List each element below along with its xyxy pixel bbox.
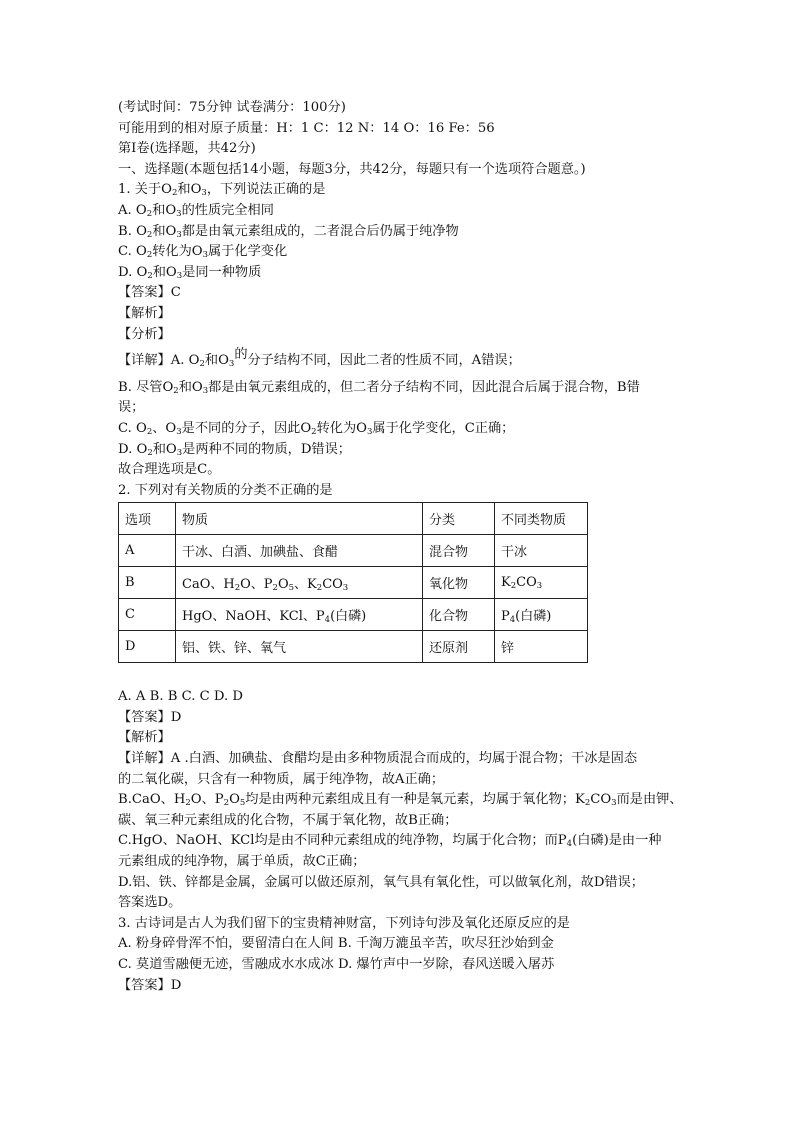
section-title: 一、选择题(本题包括14小题，每题3分，共42分，每题只有一个选项符合题意。) [118, 161, 586, 177]
q2-detail-6: 元素组成的纯净物，属于单质，故C正确； [118, 854, 366, 870]
table-header-cell: 物质 [176, 503, 423, 535]
q1-option-c: C. $O_2$转化为$O_3$属于化学变化 [118, 244, 288, 261]
table-cell: D [119, 631, 176, 663]
q1-option-b: B. $O_2$和$O_3$都是由氧元素组成的，二者混合后仍属于纯净物 [118, 223, 459, 240]
q1-fenxi-label: 【分析】 [118, 326, 171, 342]
table-cell: 铝、铁、锌、氧气 [176, 631, 423, 663]
table-cell: 化合物 [423, 599, 495, 631]
table-header-cell: 分类 [423, 503, 495, 535]
table-cell: $P_4$(白磷) [495, 599, 588, 631]
table-cell: 干冰 [495, 535, 588, 567]
q2-analysis-label: 【解析】 [118, 730, 171, 746]
q1-answer: 【答案】C [118, 285, 181, 301]
table-cell: 干冰、白酒、加碘盐、食醋 [176, 535, 423, 567]
q2-detail-1: 【详解】A .白酒、加碘盐、食醋均是由多种物质混合而成的，均属于混合物；干冰是固态 [118, 751, 638, 767]
table-cell: 氧化物 [423, 567, 495, 599]
table-cell: B [119, 567, 176, 599]
q2-detail-3: B.CaO、$H_2O$、$P_2O_5$均是由两种元素组成且有一种是氧元素，均属于氧化物；$K_2CO_3$而是由钾、 [118, 792, 683, 809]
q3-options-cd: C. 莫道雪融便无迹，雪融成水水成冰 D. 爆竹声中一岁除，春风送暖入屠苏 [118, 957, 555, 972]
table-header-row [119, 503, 588, 535]
table-header-cell: 选项 [119, 503, 176, 535]
table-row [119, 535, 588, 567]
document-body [118, 98, 683, 996]
atomic-masses: 可能用到的相对原子质量：H：1 C：12 N：14 O：16 Fe：56 [118, 120, 495, 136]
table-cell: CaO、$H_2O$、$P_2O_5$、$K_2CO_3$ [176, 567, 423, 599]
exam-info: (考试时间：75分钟 试卷满分：100分) [118, 100, 346, 115]
q1-analysis-label: 【解析】 [118, 305, 171, 321]
table-cell: C [119, 599, 176, 631]
q2-stem: 2. 下列对有关物质的分类不正确的是 [118, 482, 333, 498]
classification-table [118, 502, 588, 663]
q2-options: A. A B. B C. C D. D [118, 689, 243, 705]
q3-stem: 3. 古诗词是古人为我们留下的宝贵精神财富，下列诗句涉及氧化还原反应的是 [118, 915, 570, 931]
q1-detail-d: D. $O_2$和$O_3$是两种不同的物质，D错误； [118, 441, 351, 458]
table-cell: A [119, 535, 176, 567]
q3-options-ab: A. 粉身碎骨浑不怕，要留清白在人间 B. 千淘万漉虽辛苦，吹尽狂沙始到金 [118, 936, 554, 952]
table-row [119, 631, 588, 663]
q2-detail-7: D.铝、铁、锌都是金属，金属可以做还原剂，氧气具有氧化性，可以做氧化剂，故D错误； [118, 874, 644, 890]
q1-option-a: A. $O_2$和$O_3$的性质完全相同 [118, 202, 274, 219]
table-cell: HgO、NaOH、KCl、$P_4$(白磷) [176, 599, 423, 631]
q1-detail-a: 【详解】A. $O_2$和$O_3$的分子结构不同，因此二者的性质不同，A错误； [118, 347, 521, 370]
q1-option-d: D. $O_2$和$O_3$是同一种物质 [118, 264, 262, 281]
q1-detail-b: B. 尽管$O_2$和$O_3$都是由氧元素组成的，但二者分子结构不同，因此混合后属于混合物，B错 [118, 379, 640, 396]
q1-detail-b-cont: 误； [118, 400, 145, 416]
q1-detail-c: C. $O_2$、$O_3$是不同的分子，因此$O_2$转化为$O_3$属于化学变化，C正确； [118, 420, 515, 437]
table-cell: 还原剂 [423, 631, 495, 663]
q2-detail-5: C.HgO、NaOH、KCl均是由不同种元素组成的纯净物，均属于化合物；而$P_4$(白磷)是由一种 [118, 833, 662, 850]
table-cell: 锌 [495, 631, 588, 663]
table-header-cell: 不同类物质 [495, 503, 588, 535]
q1-stem: 1. 关于$O_2$和$O_3$，下列说法正确的是 [118, 182, 326, 199]
q2-answer: 【答案】D [118, 709, 182, 725]
volume-title: 第Ⅰ卷(选择题，共42分) [118, 141, 256, 157]
table-row [119, 599, 588, 631]
q1-conclusion: 故合理选项是C。 [118, 462, 221, 478]
q2-detail-4: 碳、氧三种元素组成的化合物，不属于氧化物，故B正确； [118, 812, 458, 828]
table-cell: $K_2CO_3$ [495, 567, 588, 599]
table-cell: 混合物 [423, 535, 495, 567]
q3-answer: 【答案】D [118, 977, 182, 993]
q2-detail-8: 答案选D。 [118, 895, 182, 911]
table-row [119, 567, 588, 599]
q2-detail-2: 的二氧化碳，只含有一种物质，属于纯净物，故A正确； [118, 771, 445, 787]
